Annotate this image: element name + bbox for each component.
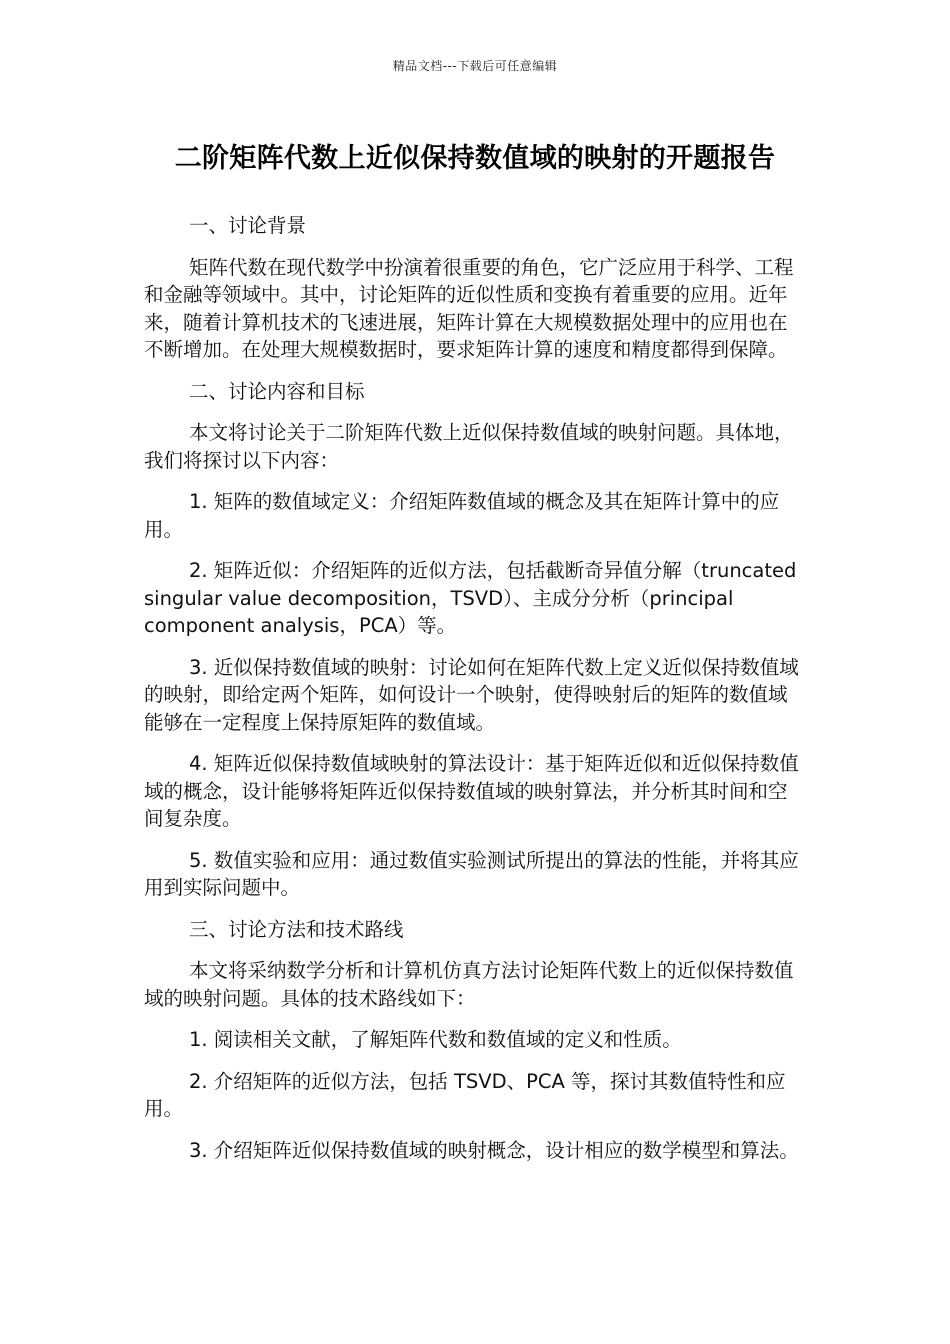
list-item: 1. 矩阵的数值域定义：介绍矩阵数值域的概念及其在矩阵计算中的应用。 (144, 490, 780, 541)
list-item: 1. 阅读相关文献，了解矩阵代数和数值域的定义和性质。 (189, 1028, 682, 1051)
paragraph-content-intro: 本文将讨论关于二阶矩阵代数上近似保持数值域的映射问题。具体地，我们将探讨以下内容： (144, 421, 794, 472)
document-body (144, 212, 804, 1178)
section-heading-methods: 三、讨论方法和技术路线 (189, 917, 404, 941)
list-item: 4. 矩阵近似保持数值域映射的算法设计：基于矩阵近似和近似保持数值域的概念，设计能够将矩阵近似保持数值域的映射算法，并分析其时间和空间复杂度。 (144, 752, 799, 830)
paragraph-background: 矩阵代数在现代数学中扮演着很重要的角色，它广泛应用于科学、工程和金融等领域中。其中，讨论矩阵的近似性质和变换有着重要的应用。近年来，随着计算机技术的飞速进展，矩阵计算在大规模数据处理中的应用也在不断增加。在处理大规模数据时，要求矩阵计算的速度和精度都得到保障。 (144, 255, 794, 361)
list-item: 3. 近似保持数值域的映射：讨论如何在矩阵代数上定义近似保持数值域的映射，即给定两个矩阵，如何设计一个映射，使得映射后的矩阵的数值域能够在一定程度上保持原矩阵的数值域。 (144, 655, 799, 734)
list-item: 3. 介绍矩阵近似保持数值域的映射概念，设计相应的数学模型和算法。 (189, 1138, 799, 1162)
list-item: 2. 介绍矩阵的近似方法，包括 TSVD、PCA 等，探讨其数值特性和应用。 (144, 1069, 786, 1120)
section-heading-content-goals: 二、讨论内容和目标 (189, 379, 365, 403)
list-item: 5. 数值实验和应用：通过数值实验测试所提出的算法的性能，并将其应用到实际问题中。 (144, 848, 799, 899)
paragraph-methods-intro: 本文将采纳数学分析和计算机仿真方法讨论矩阵代数上的近似保持数值域的映射问题。具体的技术路线如下： (144, 959, 794, 1010)
section-heading-background: 一、讨论背景 (189, 214, 307, 237)
list-item: 2. 矩阵近似：介绍矩阵的近似方法，包括截断奇异值分解（truncated singular value decomposition，TSVD）、主成分分析（principal component analysis，PCA）等。 (144, 559, 797, 637)
page-header: 精品文档---下载后可任意编辑 (392, 59, 558, 73)
document-title: 二阶矩阵代数上近似保持数值域的映射的开题报告 (174, 143, 776, 174)
